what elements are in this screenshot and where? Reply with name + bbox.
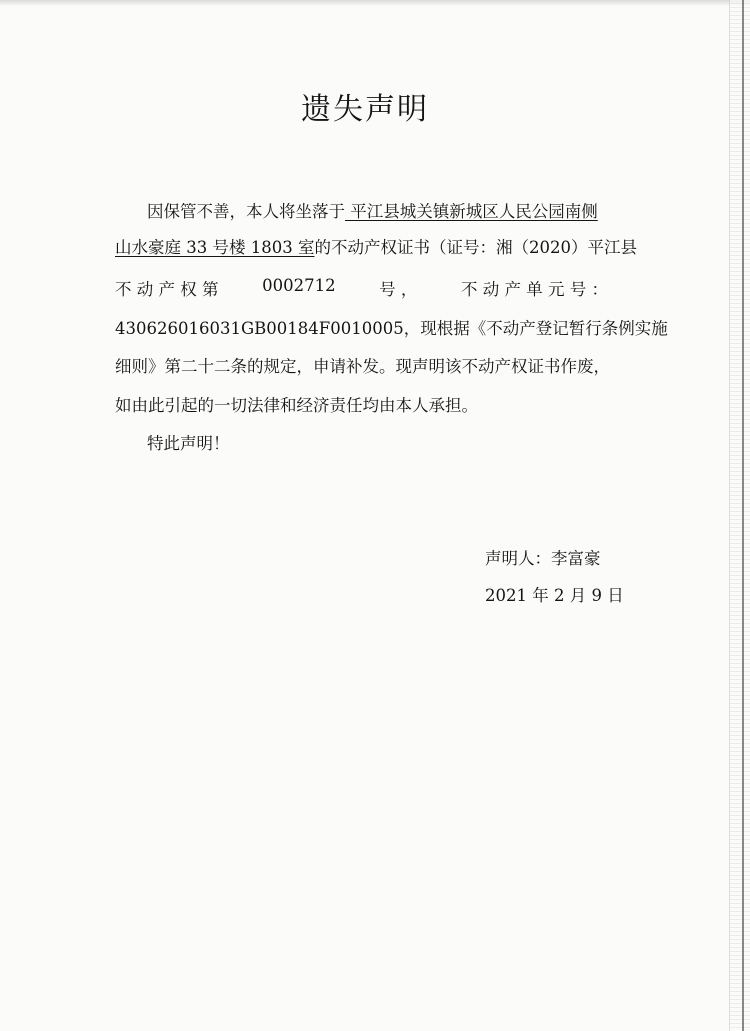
unit-number-label: 不 动 产 单 元 号 ： [461, 280, 608, 299]
closing-statement: 特此声明！ [147, 434, 230, 453]
body-line-4: 430626016031GB00184F0010005，现根据《不动产登记暂行条例实施 [115, 319, 668, 338]
page-right-edge [729, 0, 750, 1031]
body-line-1-prefix: 因保管不善，本人将坐落于 [147, 202, 345, 221]
body-line-2-suffix: 的不动产权证书（证号：湘（2020）平江县 [314, 238, 637, 257]
document-title: 遗失声明 [301, 92, 429, 127]
page-right-border-line [742, 0, 744, 1031]
certificate-prefix: 不 动 产 权 第 [115, 280, 219, 299]
body-line-3 [115, 276, 608, 300]
property-address-part-1: 平江县城关镇新城区人民公园南侧 [345, 202, 598, 221]
body-line-5: 细则》第二十二条的规定，申请补发。现声明该不动产权证书作废， [115, 357, 610, 376]
certificate-number: 0002712 [262, 276, 336, 295]
declarant-signature: 声明人：李富豪 [485, 549, 601, 568]
property-address-part-2: 山水豪庭 33 号楼 1803 室 [115, 238, 315, 257]
page-top-edge [0, 0, 750, 6]
body-line-2 [115, 234, 637, 258]
declaration-date: 2021 年 2 月 9 日 [485, 586, 624, 605]
body-line-6: 如由此引起的一切法律和经济责任均由本人承担。 [115, 396, 478, 415]
body-line-1 [147, 198, 598, 222]
certificate-suffix: 号 ， [379, 280, 418, 299]
